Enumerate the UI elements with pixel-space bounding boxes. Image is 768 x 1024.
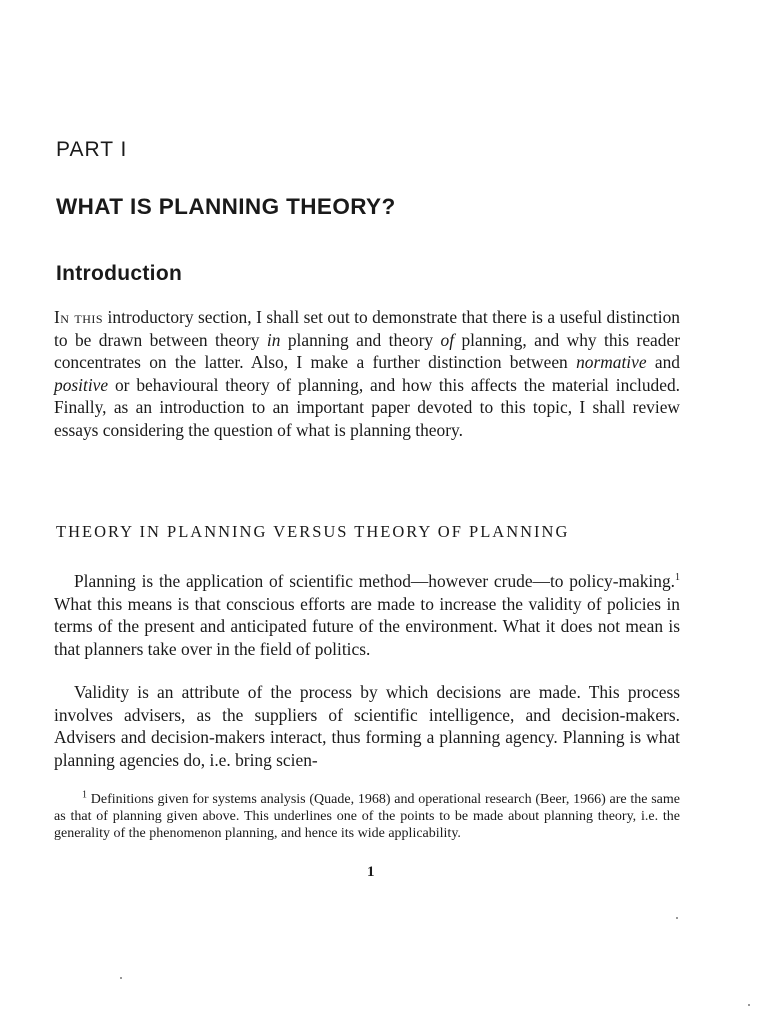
footnote-number: 1	[82, 789, 87, 801]
intro-text-2: planning and theory	[280, 329, 441, 350]
footnote-reference: 1	[675, 572, 680, 584]
part-label: PART I	[56, 138, 128, 161]
intro-text-5: or behavioural theory of planning, and how this affects the material included. Finally, as an introduction to an important paper devoted to this topic, I shall review essays considering the question of what is planning theory.	[54, 374, 680, 440]
emphasis-normative: normative	[576, 352, 647, 372]
section-subtitle: Introduction	[56, 262, 183, 285]
emphasis-of: of	[440, 329, 455, 350]
intro-text-4: and	[646, 352, 680, 372]
intro-text-3: planning, and why this reader concentrates on the latter. Also, I make a further distinction between	[54, 329, 680, 372]
chapter-title: WHAT IS PLANNING THEORY?	[56, 194, 396, 219]
footnote	[54, 791, 680, 842]
intro-paragraph	[54, 306, 680, 441]
para2-text-b: What this means is that conscious efforts are made to increase the validity of policies in terms of the present and anticipated future of the environment. What it does not mean is that planners take over in the field of politics.	[54, 593, 680, 659]
scan-speck	[120, 977, 122, 979]
footnote-text: Definitions given for systems analysis (Quade, 1968) and operational research (Beer, 1966) are the same as that of planning given above. This underlines one of the points to be made about planning theory, i.e. the generality of the phenomenon planning, and hence its wide applicability.	[54, 792, 680, 841]
emphasis-in: in	[266, 329, 281, 350]
body-paragraph-2: Validity is an attribute of the process by which decisions are made. This process involves advisers, as the suppliers of scientific intelligence, and decision-makers. Advisers and decision-makers interact, thus forming a planning agency. Planning is what planning agencies do, i.e. bring scien-	[54, 682, 680, 770]
page-number: 1	[367, 864, 375, 880]
intro-text-1: introductory section, I shall set out to demonstrate that there is a useful distinction to be drawn between theory	[54, 307, 680, 350]
section-heading: THEORY IN PLANNING VERSUS THEORY OF PLANNING	[56, 522, 570, 541]
scan-speck	[748, 1004, 750, 1006]
intro-lead: In this	[54, 307, 104, 327]
scan-speck	[676, 917, 678, 919]
para2-text-a: Planning is the application of scientific method—however crude—to policy-making.	[74, 571, 675, 591]
body-paragraph-1	[54, 570, 680, 660]
emphasis-positive: positive	[54, 374, 109, 395]
